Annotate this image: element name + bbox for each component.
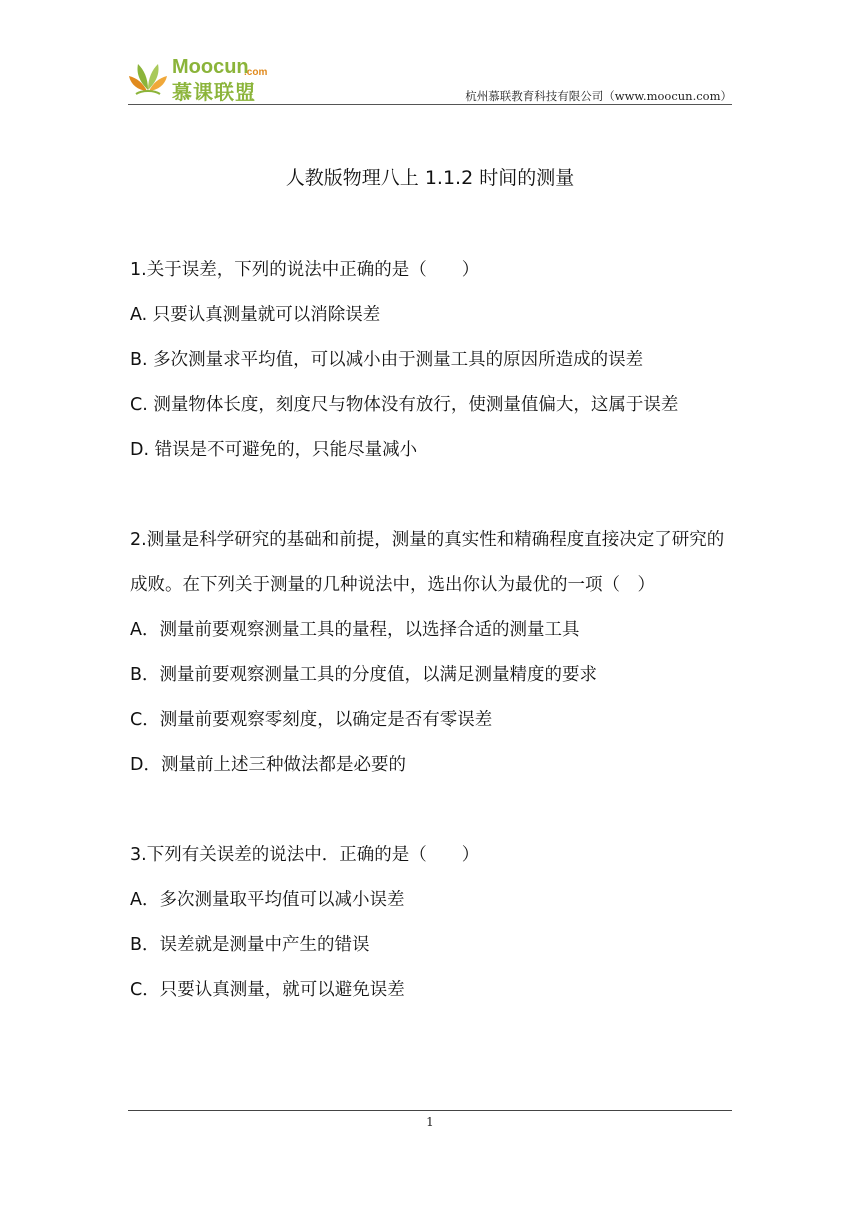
option-a: A．多次测量取平均值可以减小误差 (130, 890, 405, 910)
option-b: B．测量前要观察测量工具的分度值，以满足测量精度的要求 (130, 665, 598, 685)
document-body (130, 248, 732, 1013)
header-divider (128, 104, 732, 105)
page-header (128, 58, 732, 106)
option-d: D. 错误是不可避免的，只能尽量减小 (130, 440, 418, 460)
option-a: A. 只要认真测量就可以消除误差 (130, 305, 381, 325)
question-2 (130, 518, 732, 788)
question-stem: 2.测量是科学研究的基础和前提，测量的真实性和精确程度直接决定了研究的成败。在下列关于测量的几种说法中，选出你认为最优的一项（ ） (130, 530, 725, 595)
leaf-logo-icon (128, 60, 168, 98)
footer-divider (128, 1110, 732, 1111)
logo-text-com: .com (244, 67, 268, 78)
option-b: B. 多次测量求平均值，可以减小由于测量工具的原因所造成的误差 (130, 350, 644, 370)
question-spacer (130, 788, 732, 833)
option-a: A．测量前要观察测量工具的量程，以选择合适的测量工具 (130, 620, 580, 640)
moocun-logo (128, 58, 288, 102)
company-name: 杭州慕联教育科技有限公司（www.moocun.com） (465, 89, 732, 103)
question-3 (130, 833, 732, 1013)
option-c: C．测量前要观察零刻度，以确定是否有零误差 (130, 710, 493, 730)
question-1 (130, 248, 732, 473)
option-c: C．只要认真测量，就可以避免误差 (130, 980, 405, 1000)
question-stem: 1.关于误差，下列的说法中正确的是（ ） (130, 260, 480, 280)
option-b: B．误差就是测量中产生的错误 (130, 935, 370, 955)
option-c: C. 测量物体长度，刻度尺与物体没有放行，使测量值偏大，这属于误差 (130, 395, 679, 415)
option-d: D．测量前上述三种做法都是必要的 (130, 755, 406, 775)
question-stem: 3.下列有关误差的说法中．正确的是（ ） (130, 845, 480, 865)
page-number: 1 (426, 1115, 434, 1129)
logo-text-en: Moocun (172, 56, 249, 78)
logo-text-cn: 慕课联盟 (172, 80, 256, 104)
question-spacer (130, 473, 732, 518)
document-title: 人教版物理八上 1.1.2 时间的测量 (285, 167, 575, 189)
